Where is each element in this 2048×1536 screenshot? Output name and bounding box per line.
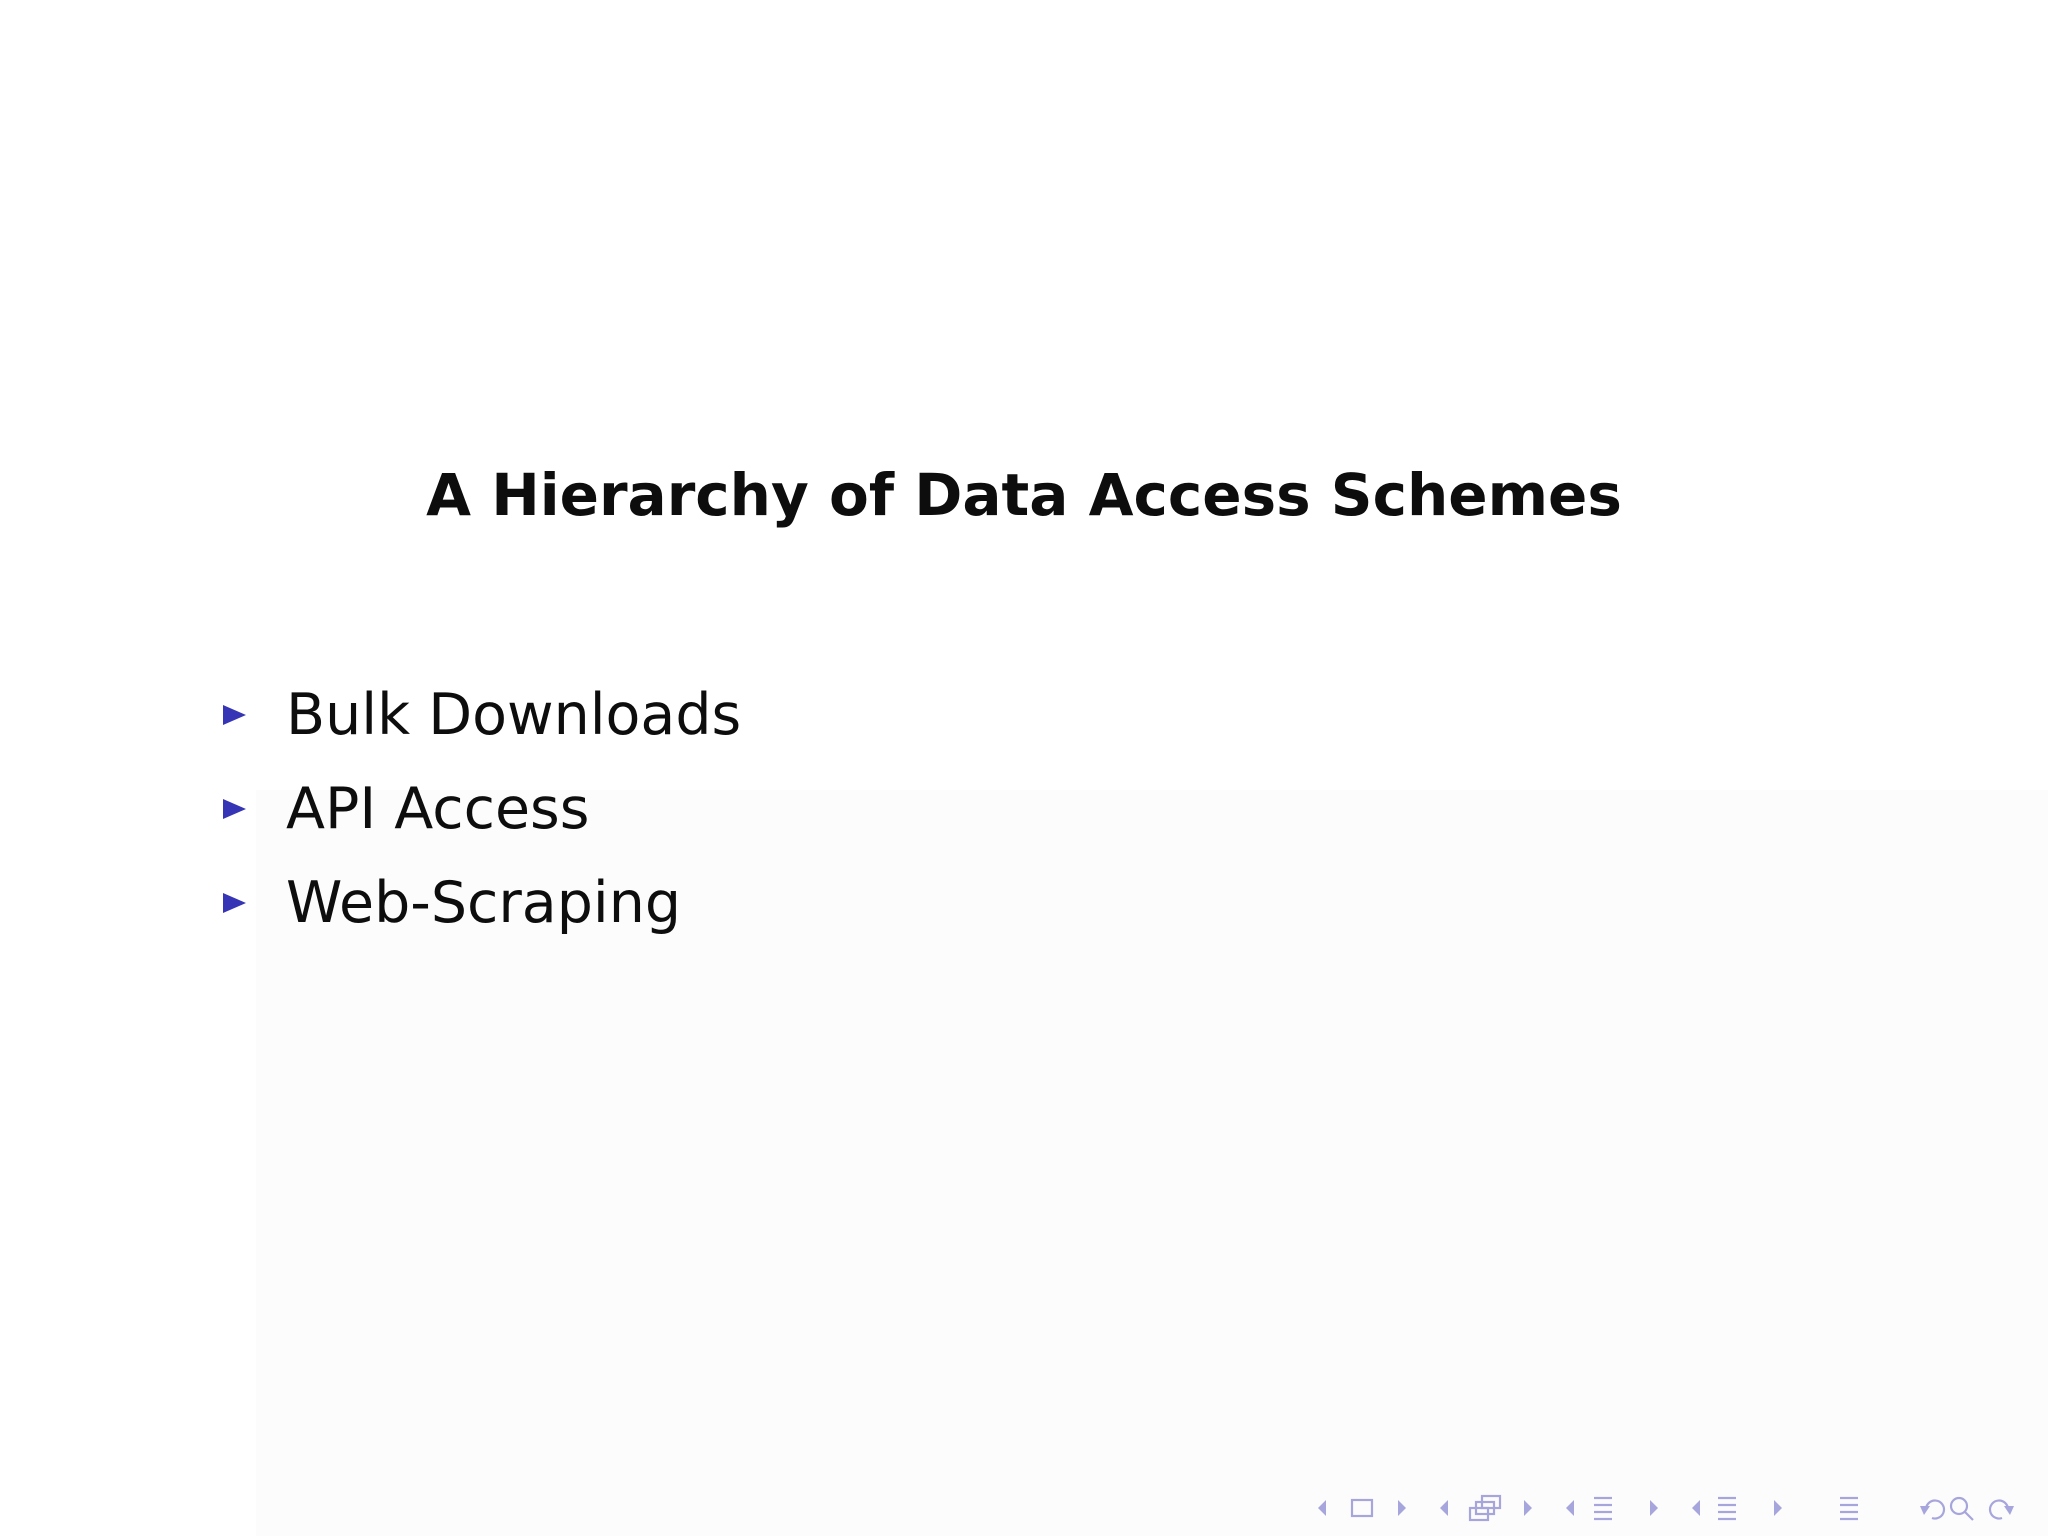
undo-icon[interactable] [1920,1501,1944,1519]
triangle-right-icon [220,795,286,823]
search-icon[interactable] [1951,1498,1973,1520]
bullet-label: Web-Scraping [286,870,682,936]
slide-icon[interactable] [1718,1498,1736,1519]
bullet-list [220,668,741,950]
triangle-right-icon [220,701,286,729]
triangle-right-icon [220,889,286,917]
document-icon[interactable] [1840,1498,1858,1519]
bullet-item [220,668,741,762]
nav-arrow-left-icon[interactable] [1692,1500,1700,1516]
subsection-icon[interactable] [1470,1496,1500,1520]
section-icon[interactable] [1594,1498,1612,1519]
redo-icon[interactable] [1990,1501,2014,1519]
nav-arrow-left-icon[interactable] [1566,1500,1574,1516]
slide-title: A Hierarchy of Data Access Schemes [426,461,1622,529]
nav-arrow-left-icon[interactable] [1318,1500,1326,1516]
nav-arrow-left-icon[interactable] [1440,1500,1448,1516]
bullet-label: Bulk Downloads [286,682,742,748]
bullet-item [220,762,741,856]
nav-arrow-right-icon[interactable] [1398,1500,1406,1516]
beamer-navigation-bar [1310,1490,2030,1526]
bullet-item [220,856,741,950]
nav-arrow-right-icon[interactable] [1524,1500,1532,1516]
nav-arrow-right-icon[interactable] [1774,1500,1782,1516]
frame-icon[interactable] [1352,1500,1372,1516]
nav-arrow-right-icon[interactable] [1650,1500,1658,1516]
bullet-label: API Access [286,776,590,842]
